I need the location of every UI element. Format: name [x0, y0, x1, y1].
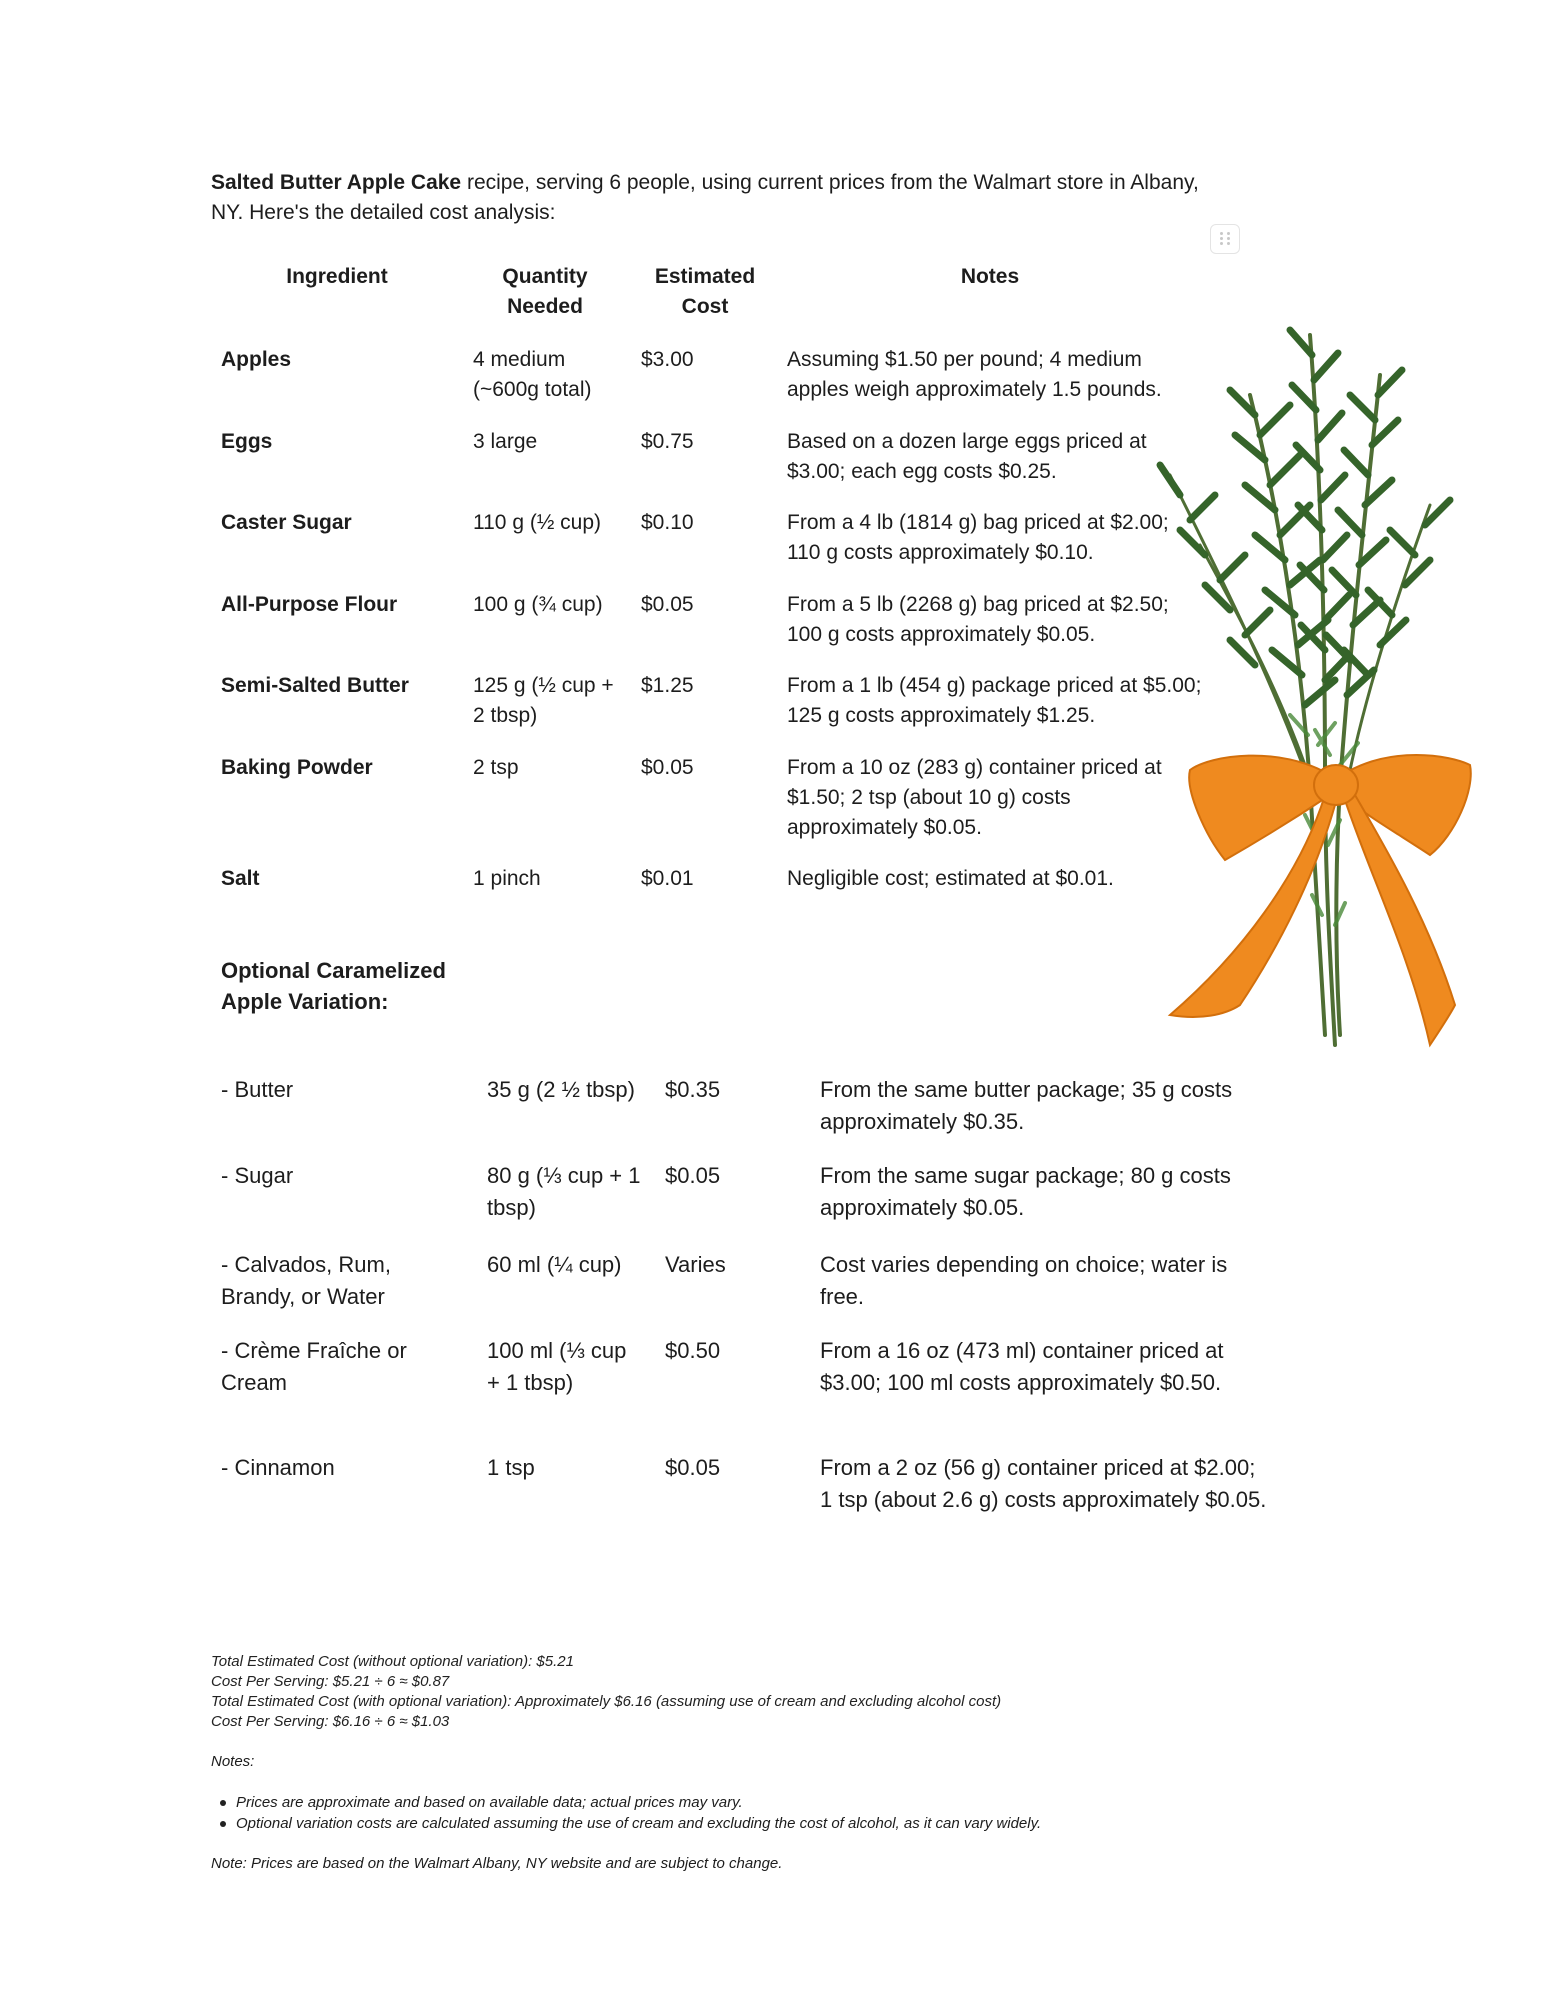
row-notes: From a 1 lb (454 g) package priced at $5.00; 125 g costs approximately $1.25.: [787, 674, 1202, 727]
row-ingredient: Apples: [221, 348, 292, 371]
variation-ingredient: - Cinnamon: [221, 1455, 335, 1480]
row-quantity: 110 g (½ cup): [473, 511, 602, 534]
variation-cost: $0.05: [665, 1455, 721, 1480]
row-notes: Negligible cost; estimated at $0.01.: [787, 867, 1114, 890]
row-quantity: 3 large: [473, 430, 538, 453]
variation-quantity: 100 ml (⅓ cup + 1 tbsp): [487, 1338, 627, 1395]
notes-list: [211, 1792, 1336, 1834]
variation-quantity: 80 g (⅓ cup + 1 tbsp): [487, 1163, 641, 1220]
row-notes: Assuming $1.50 per pound; 4 medium apples weigh approximately 1.5 pounds.: [787, 348, 1162, 401]
variation-cost: $0.05: [665, 1163, 721, 1188]
intro-text: recipe, serving 6 people, using current prices from the Walmart store in Albany, NY. Here's the detailed cost analysis:: [211, 171, 1199, 224]
row-cost: $0.05: [641, 593, 694, 616]
row-quantity: 2 tsp: [473, 756, 519, 779]
row-ingredient: Eggs: [221, 430, 273, 453]
header-quantity: Quantity Needed: [502, 265, 588, 318]
row-cost: $0.01: [641, 867, 694, 890]
variation-cost: $0.35: [665, 1077, 721, 1102]
header-estimated-cost: Estimated Cost: [654, 265, 756, 318]
row-quantity: 4 medium (~600g total): [473, 348, 592, 401]
header-notes: Notes: [960, 265, 1020, 288]
row-ingredient: Caster Sugar: [221, 511, 352, 534]
row-cost: $1.25: [641, 674, 694, 697]
row-ingredient: All-Purpose Flour: [221, 593, 398, 616]
footer-note: Note: Prices are based on the Walmart Albany, NY website and are subject to change.: [211, 1855, 783, 1872]
list-item: Optional variation costs are calculated assuming the use of cream and excluding the cost of alcohol, as it can vary widely.: [236, 1813, 1336, 1834]
row-ingredient: Semi-Salted Butter: [221, 674, 409, 697]
variation-ingredient: - Butter: [221, 1077, 294, 1102]
row-notes: From a 10 oz (283 g) container priced at $1.50; 2 tsp (about 10 g) costs approximately $0.05.: [787, 756, 1162, 839]
row-quantity: 100 g (¾ cup): [473, 593, 603, 616]
variation-ingredient: - Calvados, Rum, Brandy, or Water: [221, 1252, 391, 1309]
variation-notes: From the same sugar package; 80 g costs approximately $0.05.: [820, 1163, 1231, 1220]
intro-paragraph: [211, 168, 1201, 228]
variation-ingredient: - Sugar: [221, 1163, 294, 1188]
row-notes: From a 4 lb (1814 g) bag priced at $2.00; 110 g costs approximately $0.10.: [787, 511, 1169, 564]
row-cost: $3.00: [641, 348, 694, 371]
variation-notes: From a 2 oz (56 g) container priced at $2.00; 1 tsp (about 2.6 g) costs approximately $0.05.: [820, 1455, 1267, 1512]
cost-totals: [211, 1652, 1311, 1732]
row-notes: From a 5 lb (2268 g) bag priced at $2.50; 100 g costs approximately $0.05.: [787, 593, 1169, 646]
header-ingredient: Ingredient: [286, 265, 388, 288]
cost-per-serving-variation: Cost Per Serving: $6.16 ÷ 6 ≈ $1.03: [211, 1713, 450, 1730]
total-with-variation: Total Estimated Cost (with optional variation): Approximately $6.16 (assuming use of cream and excluding alcohol cost): [211, 1693, 1002, 1710]
variation-quantity: 60 ml (¼ cup): [487, 1252, 622, 1277]
variation-quantity: 1 tsp: [487, 1455, 535, 1480]
variation-notes: From a 16 oz (473 ml) container priced at $3.00; 100 ml costs approximately $0.50.: [820, 1338, 1224, 1395]
variation-cost: Varies: [665, 1252, 726, 1277]
rosemary-illustration: [1130, 315, 1500, 1060]
variation-quantity: 35 g (2 ½ tbsp): [487, 1077, 635, 1102]
row-cost: $0.05: [641, 756, 694, 779]
cost-per-serving: Cost Per Serving: $5.21 ÷ 6 ≈ $0.87: [211, 1673, 450, 1690]
row-ingredient: Baking Powder: [221, 756, 373, 779]
variation-notes: From the same butter package; 35 g costs approximately $0.35.: [820, 1077, 1233, 1134]
row-cost: $0.75: [641, 430, 694, 453]
variation-ingredient: - Crème Fraîche or Cream: [221, 1338, 407, 1395]
recipe-name: Salted Butter Apple Cake: [211, 171, 462, 194]
list-item: Prices are approximate and based on available data; actual prices may vary.: [236, 1792, 1336, 1813]
row-quantity: 1 pinch: [473, 867, 541, 890]
row-ingredient: Salt: [221, 867, 260, 890]
drag-handle-icon[interactable]: [1210, 224, 1240, 254]
row-cost: $0.10: [641, 511, 694, 534]
variation-title: Optional Caramelized Apple Variation:: [221, 958, 446, 1014]
total-without-variation: Total Estimated Cost (without optional variation): $5.21: [211, 1653, 574, 1670]
variation-cost: $0.50: [665, 1338, 721, 1363]
variation-notes: Cost varies depending on choice; water is free.: [820, 1252, 1228, 1309]
row-quantity: 125 g (½ cup + 2 tbsp): [473, 674, 614, 727]
notes-label: Notes:: [211, 1753, 255, 1770]
row-notes: Based on a dozen large eggs priced at $3.00; each egg costs $0.25.: [787, 430, 1147, 483]
